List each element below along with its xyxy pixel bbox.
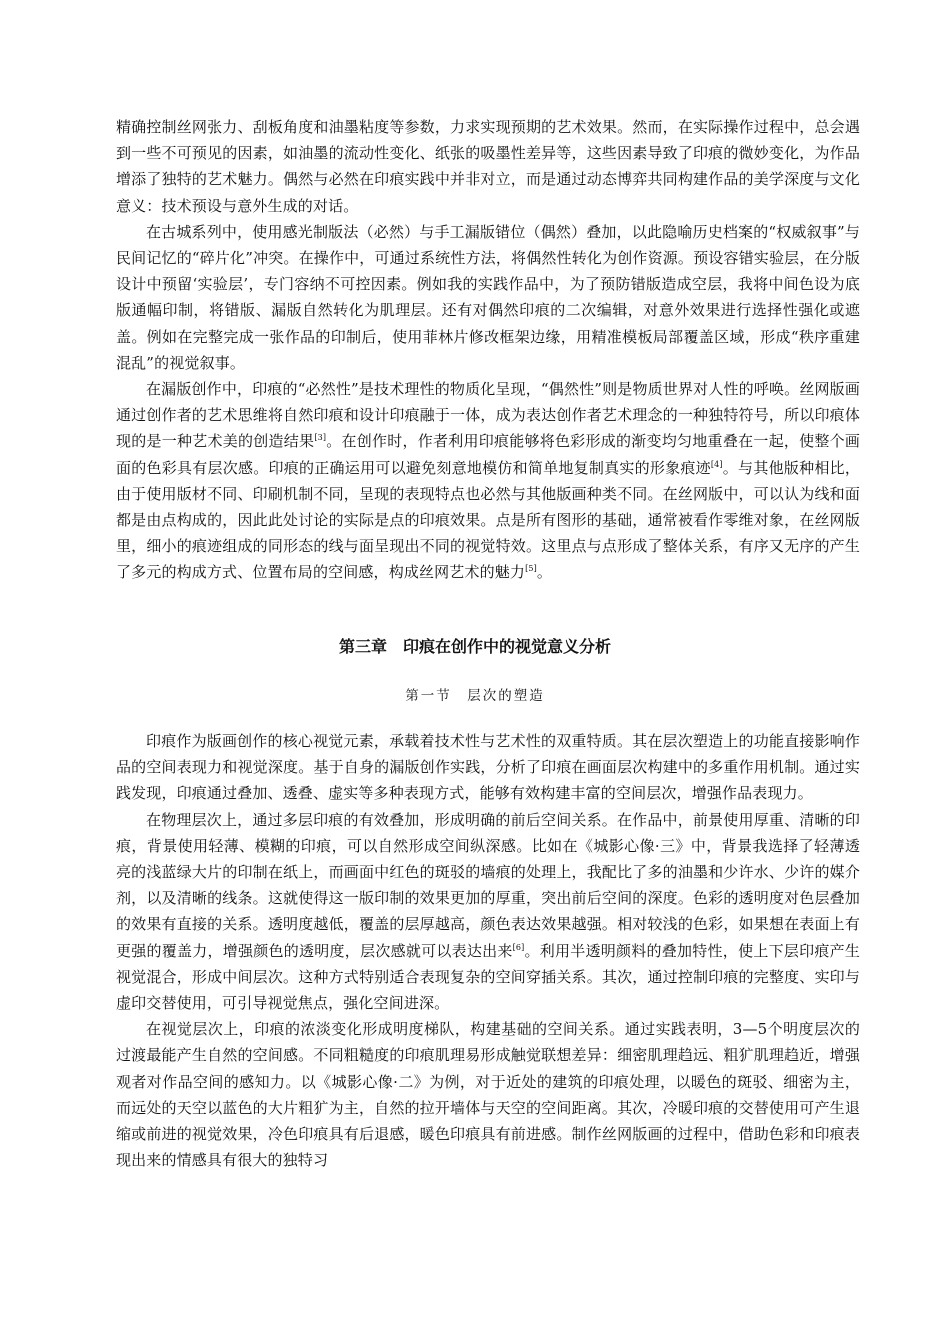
paragraph-2: 在古城系列中，使用感光制版法（必然）与手工漏版错位（偶然）叠加，以此隐喻历史档案的“权威叙事”与民间记忆的“碎片化”冲突。在操作中，可通过系统性方法，将偶然性转化为创作资源。预设容错实验层，在分版设计中预留‘实验层’，专门容纳不可控因素。例如我的实践作品中，为了预防错版造成空层，我将中间色设为底版通幅印制，将错版、漏版自然转化为肌理层。还有对偶然印痕的二次编辑，对意外效果进行选择性强化或遮盖。例如在完整完成一张作品的印制后，使用菲林片修改框架边缘，用精准模板局部覆盖区域，形成“秩序重建混乱”的视觉叙事。 (116, 222, 860, 372)
paragraph-5-part-a: 在物理层次上，通过多层印痕的有效叠加，形成明确的前后空间关系。在作品中，前景使用厚重、清晰的印痕，背景使用轻薄、模糊的印痕，可以自然形成空间纵深感。比如在《城影心像·三》中，背景我选择了轻薄透亮的浅蓝绿大片的印制在纸上，而画面中红色的斑驳的墙痕的处理上，我配比了多的油墨和少许水、少许的媒介剂，以及清晰的线条。这就使得这一版印制的效果更加的厚重，突出前后空间的深度。色彩的透明度对色层叠加的效果有直接的关系。透明度越低，覆盖的层厚越高，颜色表达效果越强。相对较浅的色彩，如果想在表面上有更强的覆盖力，增强颜色的透明度，层次感就可以表达出来 (116, 810, 860, 960)
paragraph-3-part-c: 。与其他版种相比，由于使用版材不同、印刷机制不同，呈现的表现特点也必然与其他版画种类不同。在丝网版中，可以认为线和面都是由点构成的，因此此处讨论的实际是点的印痕效果。点是所有图形的基础，通常被看作零维对象，在丝网版里，细小的痕迹组成的同形态的线与面呈现出不同的视觉特效。这里点与点形成了整体关系，有序又无序的产生了多元的构成方式、位置布局的空间感，构成丝网艺术的魅力 (116, 458, 860, 582)
paragraph-6: 在视觉层次上，印痕的浓淡变化形成明度梯队，构建基础的空间关系。通过实践表明，3—5个明度层次的过渡最能产生自然的空间感。不同粗糙度的印痕肌理易形成触觉联想差异：细密肌理趋远、粗犷肌理趋近，增强观者对作品空间的感知力。以《城影心像·二》为例，对于近处的建筑的印痕处理，以暖色的斑驳、细密为主，而远处的天空以蓝色的大片粗犷为主，自然的拉开墙体与天空的空间距离。其次，冷暖印痕的交替使用可产生退缩或前进的视觉效果，冷色印痕具有后退感，暖色印痕具有前进感。制作丝网版画的过程中，借助色彩和印痕表现出来的情感具有很大的独特习 (116, 1020, 860, 1170)
text-block-lower (116, 728, 860, 1173)
paragraph-3-part-a: 在漏版创作中，印痕的“必然性”是技术理性的物质化呈现，“偶然性”则是物质世界对人性的呼唤。丝网版画通过创作者的艺术思维将自然印痕和设计印痕融于一体，成为表达创作者艺术理念的一种独特符号，所以印痕体现的是一种艺术美的创造结果 (116, 380, 860, 451)
section-title: 第一节 层次的塑造 (405, 688, 545, 704)
citation-4: [4] (710, 459, 723, 469)
paragraph-3-part-b: 。在创作时，作者利用印痕能够将色彩形成的渐变均匀地重叠在一起，使整个画面的色彩具有层次感。印痕的正确运用可以避免刻意地模仿和简单地复制真实的形象痕迹 (116, 432, 860, 477)
paragraph-3 (116, 376, 860, 586)
paragraph-5 (116, 807, 860, 1017)
paragraph-1: 精确控制丝网张力、刮板角度和油墨粘度等参数，力求实现预期的艺术效果。然而，在实际操作过程中，总会遇到一些不可预见的因素，如油墨的流动性变化、纸张的吸墨性差异等，这些因素导致了印痕的微妙变化，为作品增添了独特的艺术魅力。偶然与必然在印痕实践中并非对立，而是通过动态博弈共同构建作品的美学深度与文化意义：技术预设与意外生成的对话。 (116, 118, 860, 215)
paragraph-3-part-d: 。 (536, 563, 553, 582)
paragraph-4: 印痕作为版画创作的核心视觉元素，承载着技术性与艺术性的双重特质。其在层次塑造上的功能直接影响作品的空间表现力和视觉深度。基于自身的漏版创作实践，分析了印痕在画面层次构建中的多重作用机制。通过实践发现，印痕通过叠加、透叠、虚实等多种表现方式，能够有效构建丰富的空间层次，增强作品表现力。 (116, 732, 860, 803)
citation-5: [5] (525, 564, 537, 574)
citation-6: [6] (512, 942, 525, 952)
paragraph-5-part-b: 。利用半透明颜料的叠加特性，使上下层印痕产生视觉混合，形成中间层次。这种方式特别适合表现复杂的空间穿插关系。其次，通过控制印痕的完整度、实印与虚印交替使用，可引导视觉焦点，强化空间进深。 (116, 941, 860, 1013)
citation-3: [3] (314, 433, 327, 443)
chapter-title: 第三章 印痕在创作中的视觉意义分析 (338, 637, 611, 656)
text-block-upper (116, 114, 860, 586)
